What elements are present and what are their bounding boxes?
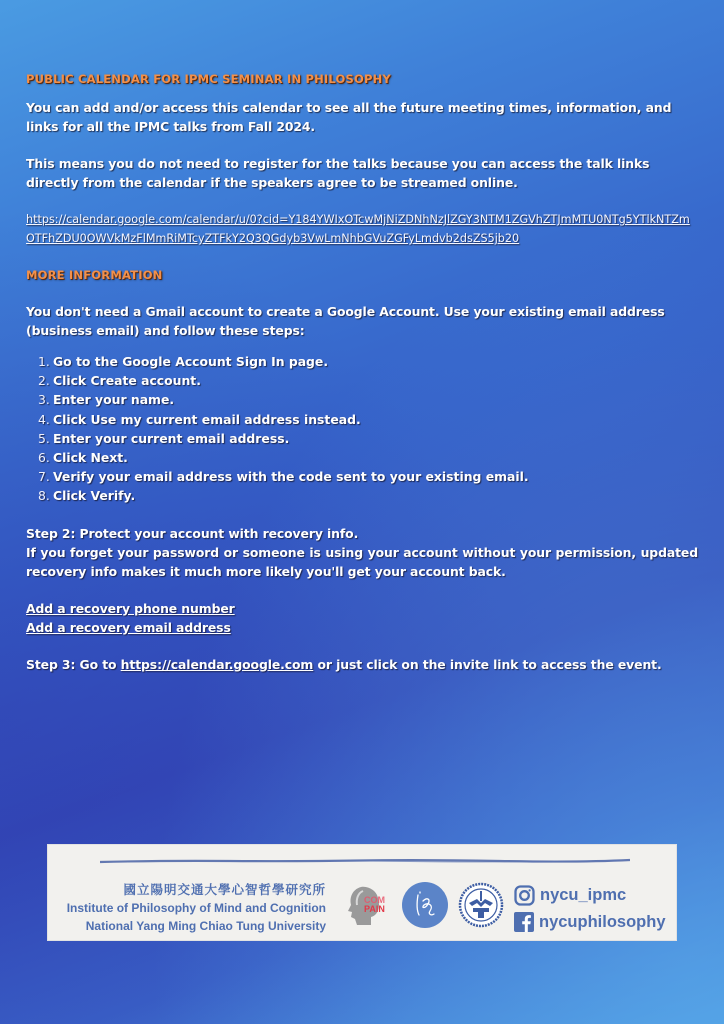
compain-text-com: COM: [364, 895, 385, 905]
step-number: 3.: [38, 392, 50, 408]
step-text: Verify your email address with the code sent to your existing email.: [53, 469, 529, 485]
step-text: Click Verify.: [53, 488, 136, 504]
compain-logo-icon: [345, 881, 393, 929]
step-number: 5.: [38, 430, 50, 446]
brush-stroke-divider: [100, 858, 630, 864]
add-recovery-phone-link[interactable]: Add a recovery phone number: [26, 600, 235, 616]
institute-name-en: Institute of Philosophy of Mind and Cognition: [66, 901, 326, 915]
gmail-intro-text: You don't need a Gmail account to create a Google Account. Use your existing email address (business email) and follow these steps:: [26, 304, 665, 338]
step3-text: [26, 655, 698, 674]
step-text: Click Next.: [53, 450, 128, 466]
step-text: Click Use my current email address instead.: [53, 411, 361, 427]
add-recovery-email-link[interactable]: Add a recovery email address: [26, 619, 231, 635]
list-item: [38, 371, 698, 390]
facebook-icon: [514, 912, 534, 932]
step3-suffix: or just click on the invite link to access the event.: [313, 656, 662, 672]
footer-banner: [47, 844, 677, 941]
step2-body: If you forget your password or someone is using your account without your permission, updated recovery info makes it much more likely you'll get your account back.: [26, 544, 698, 579]
social-links: [514, 883, 666, 934]
list-item: [38, 486, 698, 505]
nycu-emblem-icon: [457, 881, 505, 929]
google-calendar-link[interactable]: https://calendar.google.com: [120, 656, 314, 672]
step2-title: Step 2: Protect your account with recovery info.: [26, 525, 359, 541]
instagram-handle: nycu_ipmc: [540, 885, 627, 904]
compain-text-pain: PAIN: [364, 904, 385, 914]
registration-note-text: This means you do not need to register for the talks because you can access the talk links directly from the calendar if the speakers agree to be streamed online.: [26, 156, 650, 190]
institute-name-block: [67, 881, 326, 935]
step-text: Go to the Google Account Sign In page.: [53, 354, 329, 369]
step-text: Enter your name.: [53, 392, 175, 408]
list-item: [38, 410, 698, 429]
step-number: 4.: [38, 411, 50, 427]
document-body: [26, 70, 698, 674]
more-info-heading: MORE INFORMATION: [26, 268, 163, 282]
step-text: Click Create account.: [53, 373, 201, 389]
step-text: Enter your current email address.: [53, 430, 290, 446]
facebook-handle: nycuphilosophy: [539, 912, 666, 931]
signup-steps-list: [26, 352, 698, 506]
list-item: [38, 352, 698, 371]
step3-prefix: Step 3: Go to: [26, 656, 121, 672]
step-number: 6.: [38, 450, 50, 466]
list-item: [38, 448, 698, 467]
facebook-link[interactable]: [514, 910, 666, 934]
institute-name-zh: 國立陽明交通大學心智哲學研究所: [123, 883, 326, 897]
list-item: [38, 429, 698, 448]
list-item: [38, 390, 698, 409]
step-number: 7.: [38, 469, 50, 485]
step-number: 2.: [38, 373, 50, 389]
instagram-icon: [514, 885, 535, 906]
instagram-link[interactable]: [514, 883, 666, 907]
calendar-intro-text: You can add and/or access this calendar to see all the future meeting times, information, and links for all the IPMC talks from Fall 2024.: [26, 100, 672, 134]
step-number: 8.: [38, 488, 50, 504]
calendar-section-heading: PUBLIC CALENDAR FOR IPMC SEMINAR IN PHILOSOPHY: [26, 72, 391, 86]
calendar-url-link[interactable]: https://calendar.google.com/calendar/u/0?cid=Y184YWIxOTcwMjNiZDNhNzJlZGY3NTM1ZGVhZTJmMTU0NTg5YTlkNTZmOTFhZDU0OWVkMzFlMmRiMTcyZTFkY2Q3QGdyb3VwLmNhbGVuZGFyLmdvb2dsZS5jb20: [26, 213, 690, 245]
step-number: 1.: [38, 354, 50, 369]
ipmc-logo-icon: [401, 881, 449, 929]
partner-logos: [345, 881, 505, 929]
university-name-en: National Yang Ming Chiao Tung University: [85, 919, 326, 933]
list-item: [38, 467, 698, 486]
